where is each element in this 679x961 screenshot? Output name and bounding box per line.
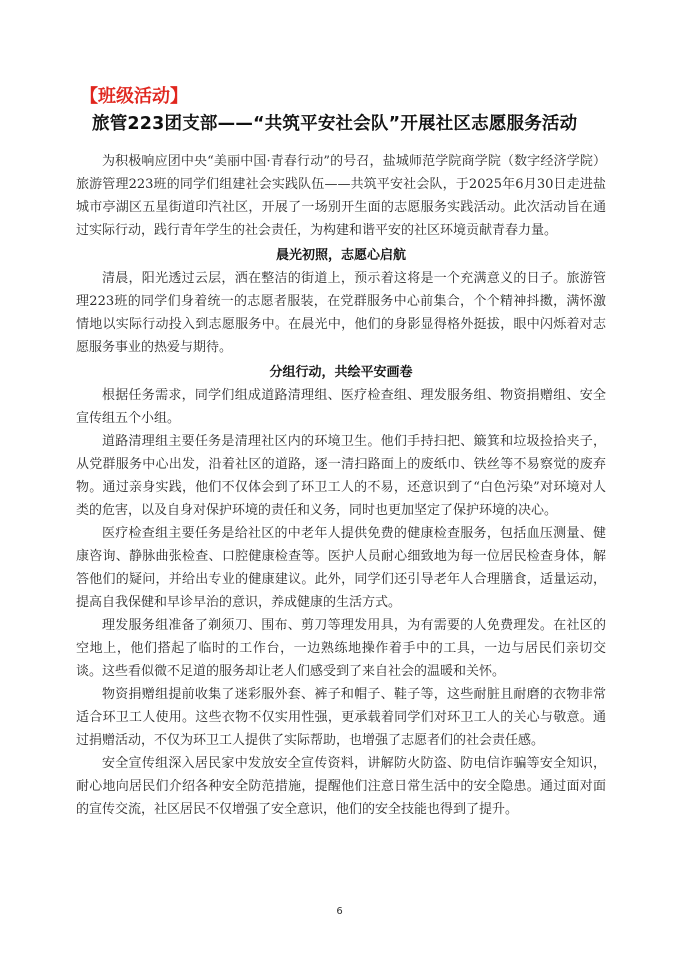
morning-paragraph: 清晨，阳光透过云层，洒在整洁的街道上，预示着这将是一个充满意义的日子。旅游管理223班的同学们身着统一的志愿者服装，在党群服务中心前集合，个个精神抖擞，满怀激情地以实际行动投入到志愿服务中。在晨光中，他们的身影显得格外挺拔，眼中闪烁着对志愿服务事业的热爱与期待。	[76, 271, 606, 355]
groups-overview-paragraph: 根据任务需求，同学们组成道路清理组、医疗检查组、理发服务组、物资捐赠组、安全宣传组五个小组。	[76, 388, 606, 426]
haircut-service-paragraph: 理发服务组准备了剃须刀、围布、剪刀等理发用具，为有需要的人免费理发。在社区的空地上，他们搭起了临时的工作台，一边熟练地操作着手中的工具，一边与居民们亲切交谈。这些看似微不足道的服务却让老人们感受到了来自社会的温暖和关怀。	[76, 618, 606, 679]
page-number: 6	[336, 906, 343, 917]
section-heading-morning: 晨光初照，志愿心启航	[275, 248, 406, 263]
article-title: 旅管223团支部——“共筑平安社会队”开展社区志愿服务活动	[92, 114, 578, 134]
article-body	[76, 150, 606, 821]
road-cleaning-paragraph: 道路清理组主要任务是清理社区内的环境卫生。他们手持扫把、簸箕和垃圾捡拾夹子，从党群服务中心出发，沿着社区的道路，逐一清扫路面上的废纸巾、铁丝等不易察觉的废弃物。通过亲身实践，他们不仅体会到了环卫工人的不易，还意识到了“白色污染”对环境对人类的危害，以及自身对保护环境的责任和义务，同时也更加坚定了保护环境的决心。	[76, 434, 606, 518]
donation-paragraph: 物资捐赠组提前收集了迷彩服外套、裤子和帽子、鞋子等，这些耐脏且耐磨的衣物非常适合环卫工人使用。这些衣物不仅实用性强，更承载着同学们对环卫工人的关心与敬意。通过捐赠活动，不仅为环卫工人提供了实际帮助，也增强了志愿者们的社会责任感。	[76, 687, 606, 748]
section-tag: 【班级活动】	[80, 86, 188, 107]
safety-publicity-paragraph: 安全宣传组深入居民家中发放安全宣传资料，讲解防火防盗、防电信诈骗等安全知识，耐心地向居民们介绍各种安全防范措施，提醒他们注意日常生活中的安全隐患。通过面对面的宣传交流，社区居民不仅增强了安全意识，他们的安全技能也得到了提升。	[76, 756, 606, 817]
medical-check-paragraph: 医疗检查组主要任务是给社区的中老年人提供免费的健康检查服务，包括血压测量、健康咨询、静脉曲张检查、口腔健康检查等。医护人员耐心细致地为每一位居民检查身体，解答他们的疑问，并给出专业的健康建议。此外，同学们还引导老年人合理膳食，适量运动，提高自我保健和早诊早治的意识，养成健康的生活方式。	[76, 526, 606, 610]
intro-paragraph: 为积极响应团中央“美丽中国·青春行动”的号召，盐城师范学院商学院（数字经济学院）旅游管理223班的同学们组建社会实践队伍——共筑平安社会队，于2025年6月30日走进盐城市亭湖区五星街道印汽社区，开展了一场别开生面的志愿服务实践活动。此次活动旨在通过实际行动，践行青年学生的社会责任，为构建和谐平安的社区环境贡献青春力量。	[76, 154, 606, 238]
section-heading-groups: 分组行动，共绘平安画卷	[269, 365, 413, 380]
